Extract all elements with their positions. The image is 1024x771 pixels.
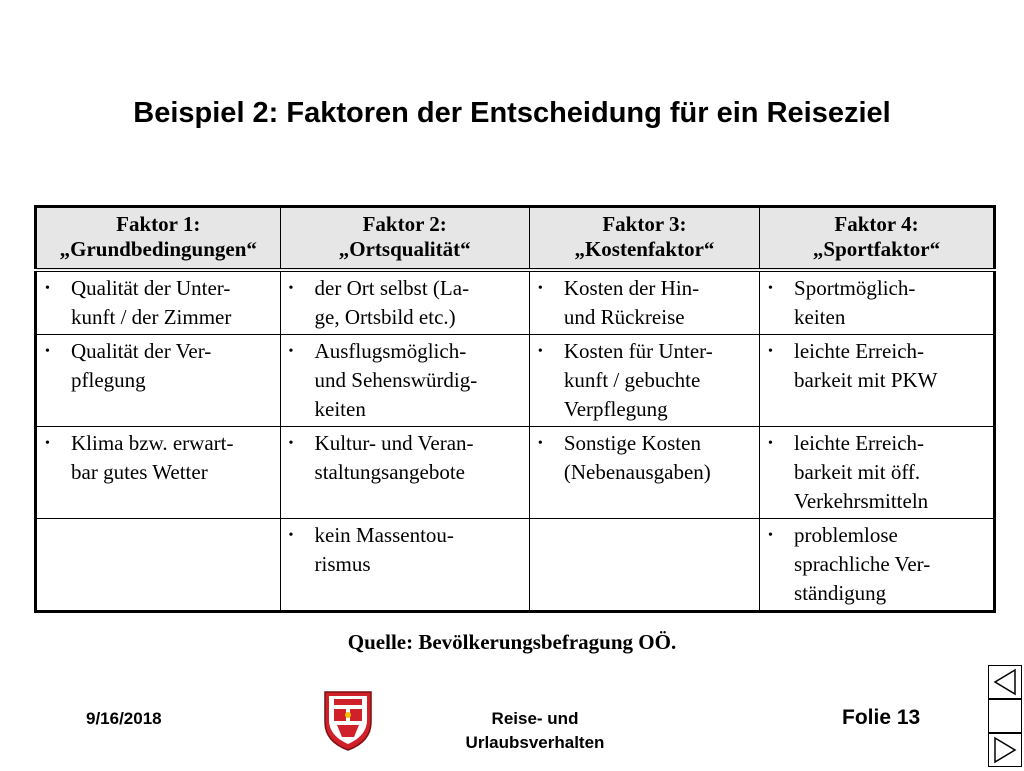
header-line2: „Kostenfaktor“	[574, 237, 715, 261]
list-item	[287, 274, 523, 332]
bullet-icon: •	[768, 281, 773, 296]
list-item	[287, 521, 523, 579]
cell-text: Klima bzw. erwart- bar gutes Wetter	[71, 431, 234, 484]
table-cell	[36, 270, 281, 335]
table-cell	[280, 270, 529, 335]
table-cell	[280, 519, 529, 612]
bullet-icon: •	[45, 281, 50, 296]
header-line1: Faktor 4:	[834, 212, 919, 236]
header-faktor-4	[760, 207, 995, 271]
header-faktor-1	[36, 207, 281, 271]
footer-presentation-title: Reise- und Urlaubsverhalten	[465, 709, 605, 752]
cell-text: Qualität der Unter- kunft / der Zimmer	[71, 276, 232, 329]
bullet-icon: •	[288, 436, 294, 451]
list-item	[766, 521, 987, 608]
list-item	[287, 429, 523, 487]
header-line1: Faktor 1:	[116, 212, 201, 236]
nav-back-button[interactable]	[988, 665, 1022, 699]
list-item	[43, 337, 274, 395]
cell-text: kein Massentou- rismus	[314, 523, 454, 576]
table-cell	[280, 335, 529, 427]
factors-table	[34, 205, 996, 613]
table-cell	[529, 270, 759, 335]
list-item	[43, 274, 274, 332]
bullet-icon: •	[288, 281, 294, 296]
table-header-row	[36, 207, 995, 271]
header-line2: „Ortsqualität“	[338, 237, 471, 261]
header-line1: Faktor 3:	[602, 212, 687, 236]
bullet-icon: •	[537, 344, 543, 359]
list-item	[536, 274, 753, 332]
table-row	[36, 519, 995, 612]
table-cell	[36, 427, 281, 519]
nav-middle-button[interactable]	[988, 699, 1022, 733]
table-row	[36, 335, 995, 427]
header-line2: „Sportfaktor“	[812, 237, 941, 261]
table-cell	[760, 427, 995, 519]
table-cell	[529, 427, 759, 519]
cell-text: Qualität der Ver- pflegung	[71, 339, 212, 392]
table-cell	[36, 335, 281, 427]
bullet-icon: •	[288, 528, 294, 543]
table-cell	[760, 335, 995, 427]
cell-text: leichte Erreich- barkeit mit PKW	[794, 339, 938, 392]
header-line2: „Grundbedingungen“	[59, 237, 257, 261]
cell-text: Kosten der Hin- und Rückreise	[563, 276, 700, 329]
header-faktor-3	[529, 207, 759, 271]
cell-text: leichte Erreich- barkeit mit öff. Verkehrsmitteln	[794, 431, 929, 513]
table-cell-empty	[36, 519, 281, 612]
nav-forward-button[interactable]	[988, 733, 1022, 767]
list-item	[536, 429, 753, 487]
header-faktor-2	[280, 207, 529, 271]
list-item	[43, 429, 274, 487]
bullet-icon: •	[768, 528, 773, 543]
coat-of-arms-icon	[323, 688, 373, 752]
list-item	[766, 429, 987, 516]
table-cell	[760, 270, 995, 335]
bullet-icon: •	[45, 436, 50, 451]
table-cell-empty	[529, 519, 759, 612]
table-cell	[280, 427, 529, 519]
bullet-icon: •	[537, 281, 543, 296]
footer-date: 9/16/2018	[86, 709, 162, 728]
table-cell	[529, 335, 759, 427]
bullet-icon: •	[45, 344, 50, 359]
source-caption: Quelle: Bevölkerungsbefragung OÖ.	[347, 630, 677, 654]
cell-text: Sportmöglich- keiten	[794, 276, 916, 329]
list-item	[287, 337, 523, 424]
slide-number: Folie 13	[842, 706, 921, 729]
bullet-icon: •	[537, 436, 543, 451]
bullet-icon: •	[768, 436, 773, 451]
table-row	[36, 270, 995, 335]
cell-text: Kosten für Unter- kunft / gebuchte Verpflegung	[563, 339, 713, 421]
bullet-icon: •	[768, 344, 773, 359]
cell-text: Kultur- und Veran- staltungsangebote	[314, 431, 474, 484]
cell-text: problemlose sprachliche Ver- ständigung	[794, 523, 931, 605]
cell-text: der Ort selbst (La- ge, Ortsbild etc.)	[314, 276, 470, 329]
slide-title: Beispiel 2: Faktoren der Entscheidung für ein Reiseziel	[133, 97, 891, 129]
cell-text: Sonstige Kosten (Nebenausgaben)	[563, 431, 711, 484]
list-item	[536, 337, 753, 424]
triangle-right-icon	[989, 734, 1021, 766]
cell-text: Ausflugsmöglich- und Sehenswürdig- keiten	[314, 339, 478, 421]
table-row	[36, 427, 995, 519]
list-item	[766, 274, 987, 332]
triangle-left-icon	[989, 666, 1021, 698]
table-cell	[760, 519, 995, 612]
bullet-icon: •	[288, 344, 294, 359]
list-item	[766, 337, 987, 395]
header-line1: Faktor 2:	[362, 212, 447, 236]
